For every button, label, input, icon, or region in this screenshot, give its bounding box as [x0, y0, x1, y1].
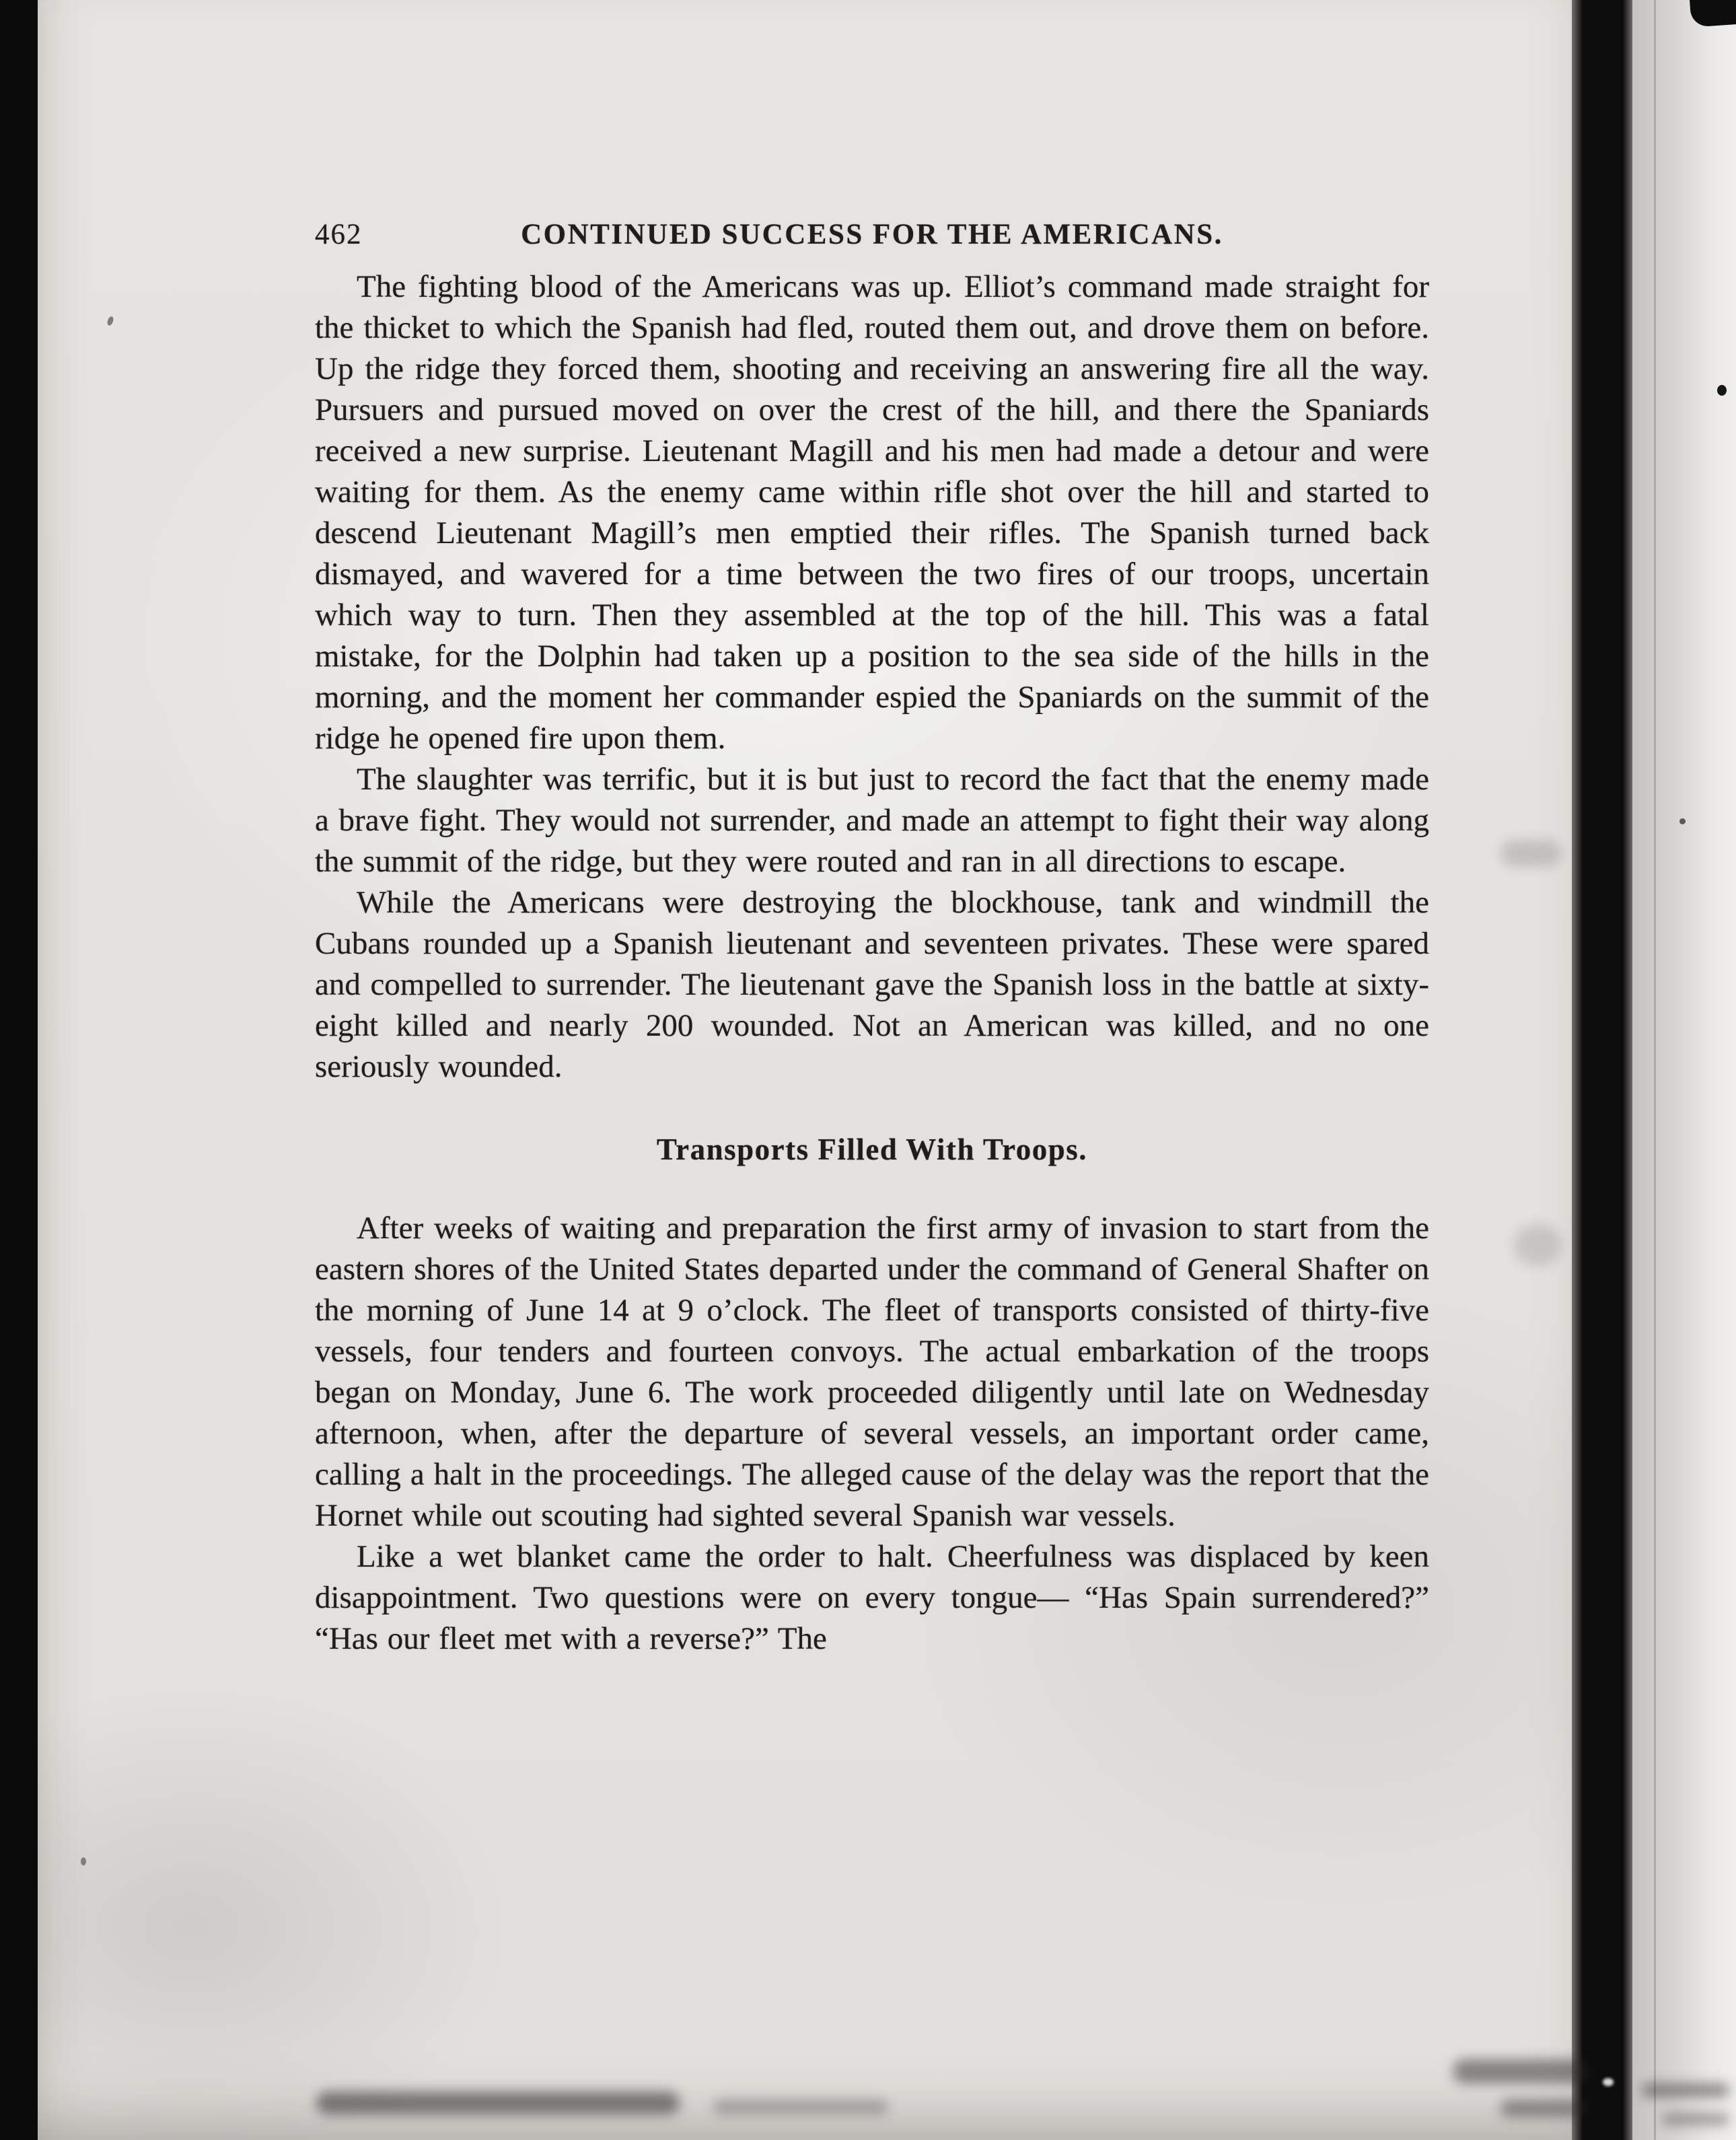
running-header: CONTINUED SUCCESS FOR THE AMERICANS. [521, 219, 1223, 250]
scan-speck [81, 1857, 86, 1865]
adjacent-page-crease [1654, 0, 1656, 2140]
scan-speck [1717, 385, 1727, 396]
scan-smudge-bottom-right [1500, 2100, 1588, 2117]
scan-smudge-bottom-right [1453, 2059, 1588, 2083]
scan-smudge-edge [1642, 2083, 1729, 2097]
body-paragraph: While the Americans were destroying the blockhouse, tank and windmill the Cubans rounded up a Spanish lieutenant and seventeen privates. These were spared and compelled to surrender. The lieutenant gave the Spanish loss in the battle at sixty-eight killed and nearly 200 wounded. Not an American was killed, and no one seriously wounded. [315, 885, 1429, 1084]
scan-smudge-bottom-center [713, 2100, 888, 2114]
adjacent-page-edge [1632, 0, 1736, 2140]
page-header-row [315, 214, 1429, 256]
body-paragraph: The fighting blood of the Americans was up. Elliot’s command made straight for the thicket to which the Spanish had fled, routed them out, and drove them on before. Up the ridge they forced them, shooting and receiving an answering fire all the way. Pursuers and pursued moved on over the crest of the hill, and there the Spaniards received a new surprise. Lieutenant Magill and his men had made a detour and were waiting for them. As the enemy came within rifle shot over the hill and started to descend Lieutenant Magill’s men emptied their rifles. The Spanish turned back dismayed, and wavered for a time between the two fires of our troops, uncertain which way to turn. Then they assembled at the top of the hill. This was a fatal mistake, for the Dolphin had taken up a position to the sea side of the hills in the morning, and the moment her commander espied the Spaniards on the summit of the ridge he opened fire upon them. [315, 269, 1429, 756]
scan-smudge-right-margin [1500, 840, 1561, 867]
scan-smudge-right-margin [1514, 1225, 1561, 1265]
page-surface [38, 0, 1572, 2140]
scan-light-speck [1603, 2078, 1614, 2086]
scan-speck [1679, 818, 1686, 824]
body-paragraph: Like a wet blanket came the order to halt. Cheerfulness was displaced by keen disappointment. Two questions were on every tongue— “Has Spain surrendered?” “Has our fleet met with a reverse?” The [315, 1539, 1429, 1656]
page-number: 462 [315, 219, 363, 250]
scan-edge-left [0, 0, 38, 2140]
scan-smudge-bottom-left [316, 2092, 680, 2114]
scan-smudge-edge [1662, 2113, 1729, 2125]
binding-shadow-bar [1572, 0, 1632, 2140]
body-paragraph: The slaughter was terrific, but it is but just to record the fact that the enemy made a brave fight. They would not surrender, and made an attempt to fight their way along the summit of the ridge, but they were routed and ran in all directions to escape. [315, 762, 1429, 879]
section-heading: Transports Filled With Troops. [656, 1133, 1088, 1166]
scan-light-speck [40, 1, 58, 8]
page-text-block [315, 214, 1429, 1660]
body-paragraph: After weeks of waiting and preparation the first army of invasion to start from the eastern shores of the United States departed under the command of General Shafter on the morning of June 14 at 9 o’clock. The fleet of transports consisted of thirty-five vessels, four tenders and fourteen convoys. The actual embarkation of the troops began on Monday, June 6. The work proceeded diligently until late on Wednesday afternoon, when, after the departure of several vessels, an important order came, calling a halt in the proceedings. The alleged cause of the delay was the report that the Hornet while out scouting had sighted several Spanish war vessels. [315, 1211, 1429, 1533]
